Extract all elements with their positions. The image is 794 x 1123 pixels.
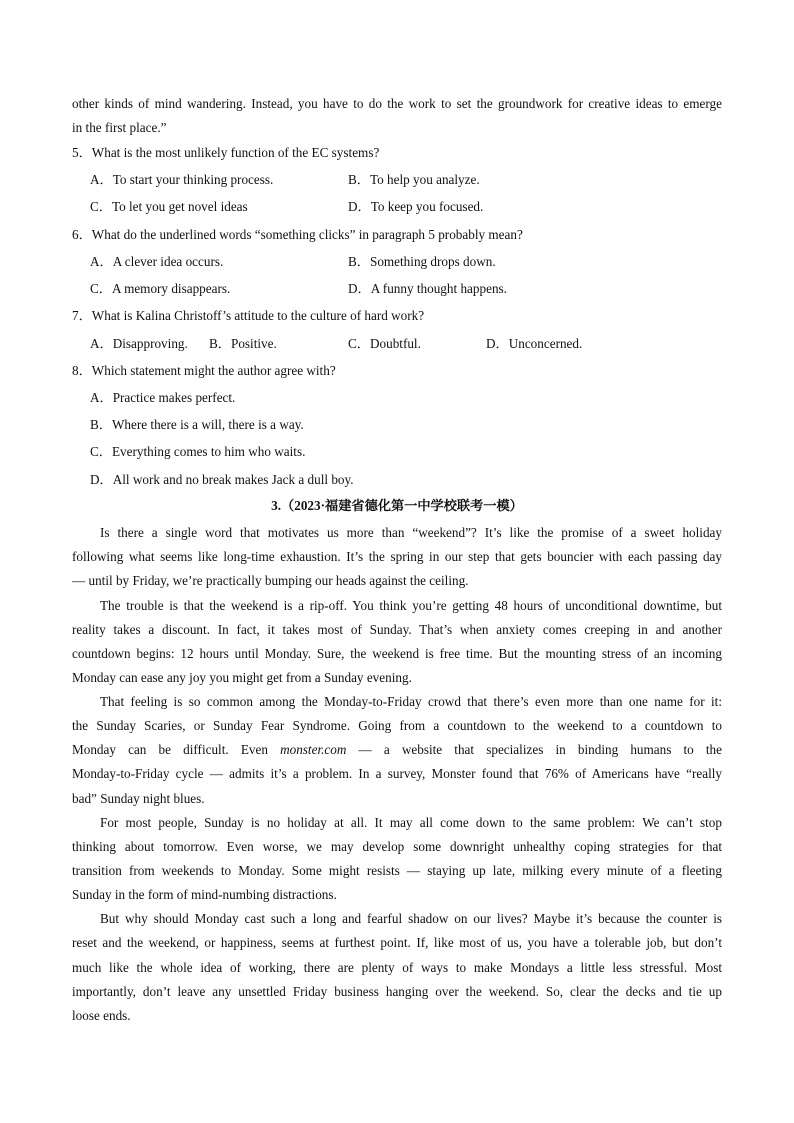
passage-line: importantly, don’t leave any unsettled Friday business hanging over the weekend. So, clear the decks and tie up bbox=[72, 984, 722, 999]
passage-line: Monday can ease any joy you might get from a Sunday evening. bbox=[72, 670, 412, 685]
passage-line: Monday-to-Friday cycle — admits it’s a problem. In a survey, Monster found that 76% of Americans have “really bbox=[72, 766, 722, 781]
passage-line: For most people, Sunday is no holiday at all. It may all come down to the same problem: We can’t stop bbox=[100, 815, 722, 830]
passage-line: much like the whole idea of working, there are plenty of ways to make Mondays a little less stressful. Most bbox=[72, 960, 722, 975]
website-name: monster.com bbox=[280, 742, 347, 757]
question-6-option-d[interactable]: D．A funny thought happens. bbox=[348, 281, 507, 296]
passage-line: reset and the weekend, or happiness, seems at furthest point. If, like most of us, you have a tolerable job, but don’t bbox=[72, 935, 722, 950]
passage-text: Monday can be difficult. Even bbox=[72, 742, 268, 757]
passage-line: countdown begins: 12 hours until Monday. Sure, the weekend is free time. But the mounting stress of an incoming bbox=[72, 646, 722, 661]
passage-line: loose ends. bbox=[72, 1008, 131, 1023]
passage-line: reality takes a discount. In fact, it takes most of Sunday. That’s when anxiety comes creeping in and another bbox=[72, 622, 722, 637]
passage-line: other kinds of mind wandering. Instead, you have to do the work to set the groundwork for creative ideas to emerge bbox=[72, 96, 722, 111]
passage-line: thinking about tomorrow. Even worse, we may develop some downright unhealthy coping strategies for that bbox=[72, 839, 722, 854]
question-5-option-b[interactable]: B．To help you analyze. bbox=[348, 172, 480, 187]
passage-line: Sunday in the form of mind-numbing distractions. bbox=[72, 887, 337, 902]
question-8-stem: 8．Which statement might the author agree with? bbox=[72, 363, 336, 378]
passage-line-with-site bbox=[72, 742, 722, 758]
question-7-option-b[interactable]: B．Positive. bbox=[209, 336, 277, 351]
passage-line: That feeling is so common among the Monday-to-Friday crowd that there’s even more than one name for it: bbox=[100, 694, 722, 709]
question-6-option-a[interactable]: A．A clever idea occurs. bbox=[90, 254, 224, 269]
passage-line: — until by Friday, we’re practically bumping our heads against the ceiling. bbox=[72, 573, 469, 588]
passage-line: Is there a single word that motivates us more than “weekend”? It’s like the promise of a sweet holiday bbox=[100, 525, 722, 540]
question-5-stem: 5．What is the most unlikely function of the EC systems? bbox=[72, 145, 380, 160]
question-5-option-d[interactable]: D．To keep you focused. bbox=[348, 199, 484, 214]
question-8-option-c[interactable]: C．Everything comes to him who waits. bbox=[90, 444, 306, 459]
question-7-option-c[interactable]: C．Doubtful. bbox=[348, 336, 421, 351]
passage-text: — a website that specializes in binding humans to the bbox=[358, 742, 723, 757]
question-8-option-a[interactable]: A．Practice makes perfect. bbox=[90, 390, 236, 405]
passage-line: But why should Monday cast such a long and fearful shadow on our lives? Maybe it’s because the counter is bbox=[100, 911, 722, 926]
question-7-stem: 7．What is Kalina Christoff’s attitude to the culture of hard work? bbox=[72, 308, 425, 323]
passage-line: transition from weekends to Monday. Some might resists — staying up late, milking every minute of a fleeting bbox=[72, 863, 722, 878]
question-6-option-c[interactable]: C．A memory disappears. bbox=[90, 281, 231, 296]
question-7-option-a[interactable]: A．Disapproving. bbox=[90, 336, 188, 351]
question-8-option-d[interactable]: D．All work and no break makes Jack a dull boy. bbox=[90, 472, 354, 487]
question-5-option-a[interactable]: A．To start your thinking process. bbox=[90, 172, 274, 187]
section-heading: 3.（2023·福建省德化第一中学校联考一模） bbox=[271, 498, 523, 513]
question-7-option-d[interactable]: D．Unconcerned. bbox=[486, 336, 583, 351]
question-6-stem: 6．What do the underlined words “something clicks” in paragraph 5 probably mean? bbox=[72, 227, 523, 242]
passage-line: in the first place.” bbox=[72, 120, 167, 135]
passage-line: The trouble is that the weekend is a rip-off. You think you’re getting 48 hours of unconditional downtime, but bbox=[100, 598, 722, 613]
passage-line: bad” Sunday night blues. bbox=[72, 791, 205, 806]
question-5-option-c[interactable]: C．To let you get novel ideas bbox=[90, 199, 248, 214]
passage-line: the Sunday Scaries, or Sunday Fear Syndrome. Going from a countdown to the weekend to a countdown to bbox=[72, 718, 722, 733]
question-6-option-b[interactable]: B．Something drops down. bbox=[348, 254, 496, 269]
question-8-option-b[interactable]: B．Where there is a will, there is a way. bbox=[90, 417, 304, 432]
passage-line: following what seems like long-time exhaustion. It’s the spring in our step that gets bouncier with each passing day bbox=[72, 549, 722, 564]
